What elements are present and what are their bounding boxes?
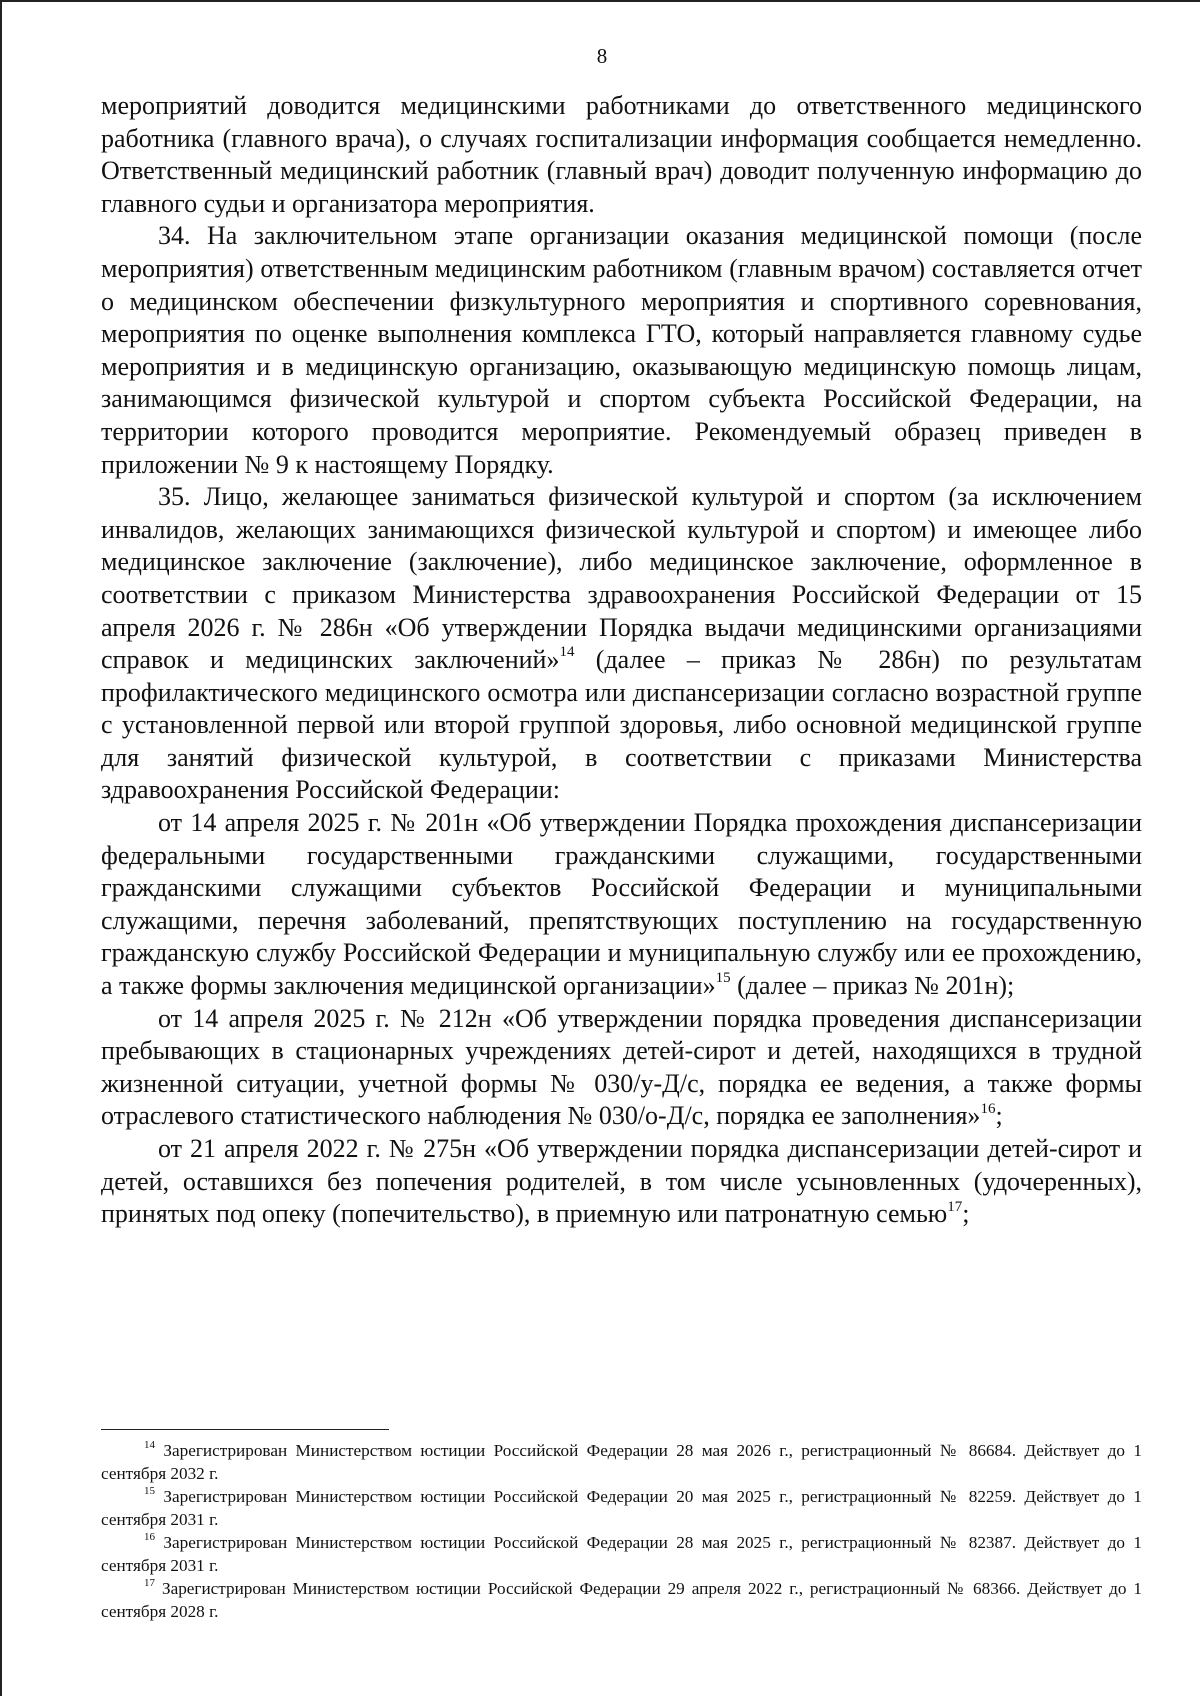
footnote-number: 14 xyxy=(144,1439,155,1452)
paragraph xyxy=(101,481,1142,807)
footnote-number: 16 xyxy=(144,1531,155,1544)
footnote xyxy=(101,1531,1142,1577)
footnote xyxy=(101,1577,1142,1623)
paragraph xyxy=(101,1133,1142,1231)
footnote-ref: 17 xyxy=(947,1198,963,1215)
footnotes xyxy=(101,1439,1142,1623)
footnote xyxy=(101,1439,1142,1485)
footnote-number: 15 xyxy=(144,1485,155,1498)
footnote-text: Зарегистрирован Министерством юстиции Российской Федерации 20 мая 2025 г., регистрационный № 82259. Действует до 1 сентября 2031 г. xyxy=(101,1487,1143,1529)
footnote-ref: 15 xyxy=(715,970,731,987)
footnote-number: 17 xyxy=(144,1577,155,1590)
footnote xyxy=(101,1485,1142,1531)
paragraph-text: 35. Лицо, желающее заниматься физической культурой и спортом (за исключением инвалидов, желающих занимающихся физической культурой и спортом) и имеющее либо медицинское заключение (заключение), либо медицинское заключение, оформленное в соответствии с приказом Министерства здравоохранения Российской Федерации от 15 апреля 2026 г. № 286н «Об утверждении Порядка выдачи медицинскими организациями справок и медицинских заключений» xyxy=(101,482,1142,675)
paragraph-text: (далее – приказ № 286н) по результатам профилактического медицинского осмотра или диспансеризации согласно возрастной группе с установленной первой или второй группой здоровья, либо основной медицинской группе для занятий физической культурой, в соответствии с приказами Министерства здравоохранения Российской Федерации: xyxy=(101,645,1142,805)
paragraph xyxy=(101,807,1142,1003)
footnote-text: Зарегистрирован Министерством юстиции Российской Федерации 29 апреля 2022 г., регистрационный № 68366. Действует до 1 сентября 2028 г. xyxy=(101,1579,1142,1621)
main-text xyxy=(101,90,1142,1231)
footnote-ref: 16 xyxy=(980,1100,996,1117)
paragraph-text: ; xyxy=(962,1199,970,1229)
paragraph-text: от 14 апреля 2025 г. № 212н «Об утверждении порядка проведения диспансеризации пребывающих в стационарных учреждениях детей-сирот и детей, находящихся в трудной жизненной ситуации, учетной формы № 030/у-Д/с, порядка ее ведения, а также формы отраслевого статистического наблюдения № 030/о-Д/с, порядка ее заполнения» xyxy=(101,1003,1142,1131)
paragraph-text: ; xyxy=(995,1101,1003,1131)
footnote-separator xyxy=(101,1429,389,1430)
page-number: 8 xyxy=(596,44,608,68)
paragraph xyxy=(101,90,1142,220)
paragraph-text: от 14 апреля 2025 г. № 201н «Об утверждении Порядка прохождения диспансеризации федеральными государственными гражданскими служащими, государственными гражданскими служащими субъектов Российской Федерации и муниципальными служащими, перечня заболеваний, препятствующих поступлению на государственную гражданскую службу Российской Федерации и муниципальную службу или ее прохождению, а также формы заключения медицинской организации» xyxy=(101,808,1142,1001)
paragraph xyxy=(101,1003,1142,1133)
paragraph xyxy=(101,220,1142,481)
footnote-ref: 14 xyxy=(559,644,575,661)
paragraph-text: от 21 апреля 2022 г. № 275н «Об утверждении порядка диспансеризации детей-сирот и детей, оставшихся без попечения родителей, в том числе усыновленных (удочеренных), принятых под опеку (попечительство), в приемную или патронатную семью xyxy=(101,1134,1142,1229)
paragraph-text: (далее – приказ № 201н); xyxy=(730,971,1015,1001)
paragraph-text: мероприятий доводится медицинскими работниками до ответственного медицинского работника (главного врача), о случаях госпитализации информация сообщается немедленно. Ответственный медицинский работник (главный врач) доводит полученную информацию до главного судьи и организатора мероприятия. xyxy=(101,91,1142,218)
footnote-text: Зарегистрирован Министерством юстиции Российской Федерации 28 мая 2025 г., регистрационный № 82387. Действует до 1 сентября 2031 г. xyxy=(101,1533,1143,1575)
footnote-text: Зарегистрирован Министерством юстиции Российской Федерации 28 мая 2026 г., регистрационный № 86684. Действует до 1 сентября 2032 г. xyxy=(101,1441,1143,1483)
paragraph-text: 34. На заключительном этапе организации оказания медицинской помощи (после мероприятия) ответственным медицинским работником (главным врачом) составляется отчет о медицинском обеспечении физкультурного мероприятия и спортивного соревнования, мероприятия по оценке выполнения комплекса ГТО, который направляется главному судье мероприятия и в медицинскую организацию, оказывающую медицинскую помощь лицам, занимающимся физической культурой и спортом субъекта Российской Федерации, на территории которого проводится мероприятие. Рекомендуемый образец приведен в приложении № 9 к настоящему Порядку. xyxy=(101,221,1142,479)
